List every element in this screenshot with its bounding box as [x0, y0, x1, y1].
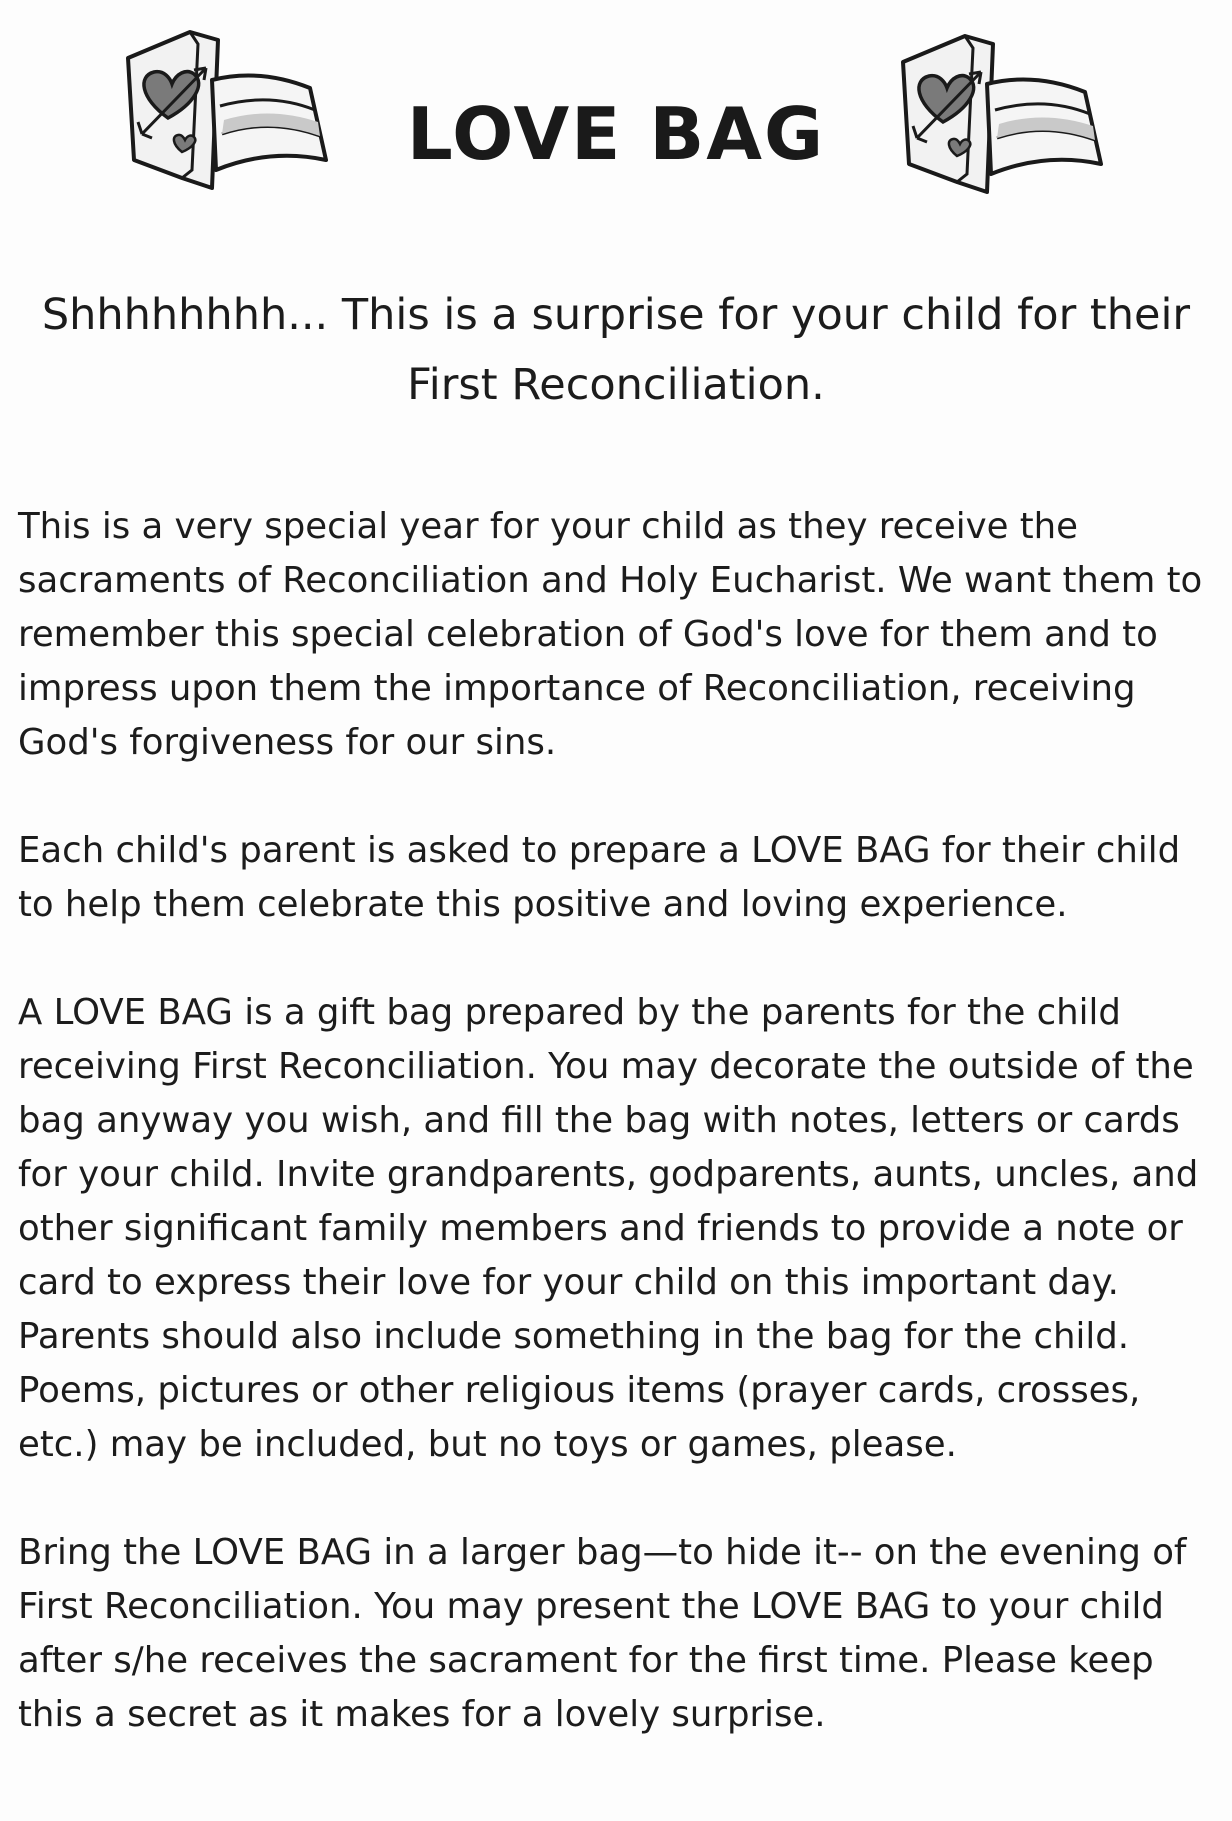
paragraph-intro: This is a very special year for your child as they receive the sacraments of Reconciliation and Holy Eucharist. We want them to remember this special celebration of God's love for them and to impress upon them the importance of Reconciliation, receiving God's forgiveness for our sins.: [18, 506, 1203, 763]
subtitle: Shhhhhhhh... This is a surprise for your child for their First Reconciliation.: [41, 290, 1191, 410]
page-title: LOVE BAG: [406, 92, 826, 176]
body-text: [18, 500, 1218, 1796]
paragraph-instructions: Bring the LOVE BAG in a larger bag—to hide it-- on the evening of First Reconciliation. You may present the LOVE BAG to your child after s/he receives the sacrament for the first time. Please keep this a secret as it makes for a lovely surprise.: [18, 1532, 1187, 1735]
paragraph-request: Each child's parent is asked to prepare a LOVE BAG for their child to help them celebrate this positive and loving experience.: [18, 830, 1181, 925]
heart-card-icon: [895, 14, 1105, 204]
header: [0, 0, 1232, 220]
paragraph-description: A LOVE BAG is a gift bag prepared by the parents for the child receiving First Reconciliation. You may decorate the outside of the bag anyway you wish, and fill the bag with notes, letters or cards for your child. Invite grandparents, godparents, aunts, uncles, and other significant family members and friends to provide a note or card to express their love for your child on this important day. Parents should also include something in the bag for the child. Poems, pictures or other religious items (prayer cards, crosses, etc.) may be included, but no toys or games, please.: [18, 992, 1199, 1465]
